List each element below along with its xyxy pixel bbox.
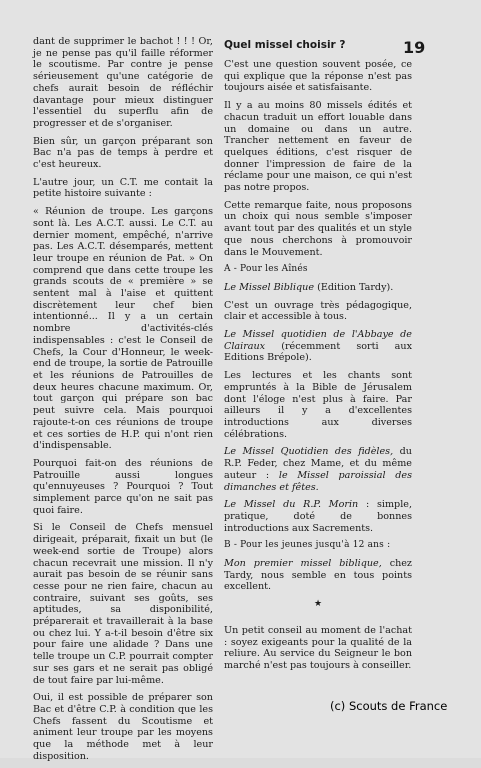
book-title: Le Missel quotidien de l'Abbaye de Clairaux — [224, 329, 412, 352]
book-publisher: du R.P. Feder, chez Mame, et du même auteur : — [224, 446, 412, 481]
star-separator: ★ — [313, 599, 323, 610]
copyright-watermark: (c) Scouts de France — [330, 699, 448, 713]
book-description: : simple, pratique, doté de bonnes introductions aux Sacrements. — [224, 499, 412, 534]
paragraph: L'autre jour, un C.T. me contait la petite histoire suivante : — [33, 176, 213, 200]
book-title: Mon premier missel biblique, — [224, 558, 382, 570]
book-description: chez Tardy, nous semble en tous points excellent. — [224, 558, 412, 593]
missel-morin-entry — [224, 499, 412, 534]
paragraph: Un petit conseil au moment de l'achat : soyez exigeants pour la qualité de la reliure. Au service du Seigneur le bon marché n'est pas toujours à conseiller. — [224, 624, 412, 671]
paragraph: C'est un ouvrage très pédagogique, clair et accessible à tous. — [224, 299, 412, 323]
book-title: Le Missel du R.P. Morin — [224, 499, 359, 511]
paragraph: Oui, il est possible de préparer son Bac et d'être C.P. à condition que les Chefs fassent du Scoutisme et animent leur troupe par les moyens que la méthode met à leur disposition. — [33, 692, 213, 762]
book-title: le Missel paroissial des dimanches et fêtes. — [224, 469, 412, 493]
paragraph: Bien sûr, un garçon préparant son Bac n'a pas de temps à perdre et c'est heureux. — [33, 135, 213, 171]
premier-missel-entry — [224, 558, 412, 593]
paragraph: C'est une question souvent posée, ce qui explique que la réponse n'est pas toujours aisée et satisfaisante. — [224, 59, 412, 94]
paragraph: dant de supprimer le bachot ! ! ! Or, je ne pense pas qu'il faille réformer le scoutisme. Par contre je pense sérieusement qu'une catégorie de chefs aurait besoin de réfléchir davantage pour mieux distinguer l'essentiel du superflu afin de progresser et de s'organiser. — [33, 36, 213, 129]
missel-biblique-entry — [224, 282, 412, 294]
book-title: Le Missel Biblique — [224, 281, 315, 293]
subheading-jeunes: B - Pour les jeunes jusqu'à 12 ans : — [224, 540, 391, 551]
paragraph: Cette remarque faite, nous proposons un choix qui nous semble s'imposer avant tout par des qualités et un style que nous cherchons à promouvoir dans le Mouvement. — [224, 199, 412, 258]
book-publisher: (récemment sorti aux Editions Brépole). — [224, 340, 412, 364]
paragraph: Les lectures et les chants sont empruntés à la Bible de Jérusalem dont l'éloge n'est plus à faire. Par ailleurs il y a d'excellentes introductions aux diverses célébrations. — [224, 370, 412, 440]
page-number: 19 — [403, 38, 426, 57]
book-title: Le Missel Quotidien des fidèles, — [224, 446, 394, 458]
missel-feder-entry — [224, 446, 412, 493]
section-title: Quel missel choisir ? — [224, 39, 346, 51]
paragraph: Il y a au moins 80 missels édités et chacun traduit un effort louable dans un domaine ou dans un autre. Trancher nettement en faveur de quelques éditions, c'est risquer de donner l'impression de faire de la réclame pour une maison, ce qui n'est pas notre propos. — [224, 100, 412, 194]
paragraph: Pourquoi fait-on des réunions de Patrouille aussi longues qu'ennuyeuses ? Pourquoi ? Tout simplement parce qu'on ne sait pas quoi faire. — [33, 457, 213, 516]
left-column — [33, 36, 213, 768]
missel-quotidien-entry — [224, 329, 412, 364]
paragraph: Si le Conseil de Chefs mensuel dirigeait, préparait, fixait un but (le week-end sortie de Troupe) alors chacun recevrait une mission. Il n'y aurait pas besoin de se réunir sans cesse pour ne rien faire, chacun au contraire, suivant ses goûts, ses aptitudes, sa disponibilité, préparerait et travaillerait à la base ou chez lui. Y a-t-il besoin d'être six pour faire une alidade ? Dans une telle troupe un C.P. pourrait compter sur ses gars et ne serait pas obligé de tout faire par lui-même. — [33, 522, 213, 686]
book-publisher: (Edition Tardy). — [314, 281, 394, 293]
paragraph: « Réunion de troupe. Les garçons sont là. Les A.C.T. aussi. Le C.T. au dernier moment, empêché, n'arrive pas. Les A.C.T. désemparés, mettent leur troupe en réunion de Pat. » On comprend que dans cette troupe les grands scouts de « première » se sentent mal à l'aise et quittent discrètement leur chef bien intentionné... Il y a un certain nombre d'activités-clés indispensables : c'est le Conseil de Chefs, la Cour d'Honneur, le week-end de troupe, la sortie de Patrouille et les réunions de Patrouilles de deux heures chacune maximum. Or, tout garçon qui prépare son bac peut suivre cela. Mais pourquoi rajoute-t-on ces réunions de troupe et ces sorties de H.P. qui n'ont rien d'indispensable. — [33, 206, 213, 452]
right-column — [224, 59, 412, 678]
subheading-aines: A - Pour les Aînés — [224, 264, 308, 275]
